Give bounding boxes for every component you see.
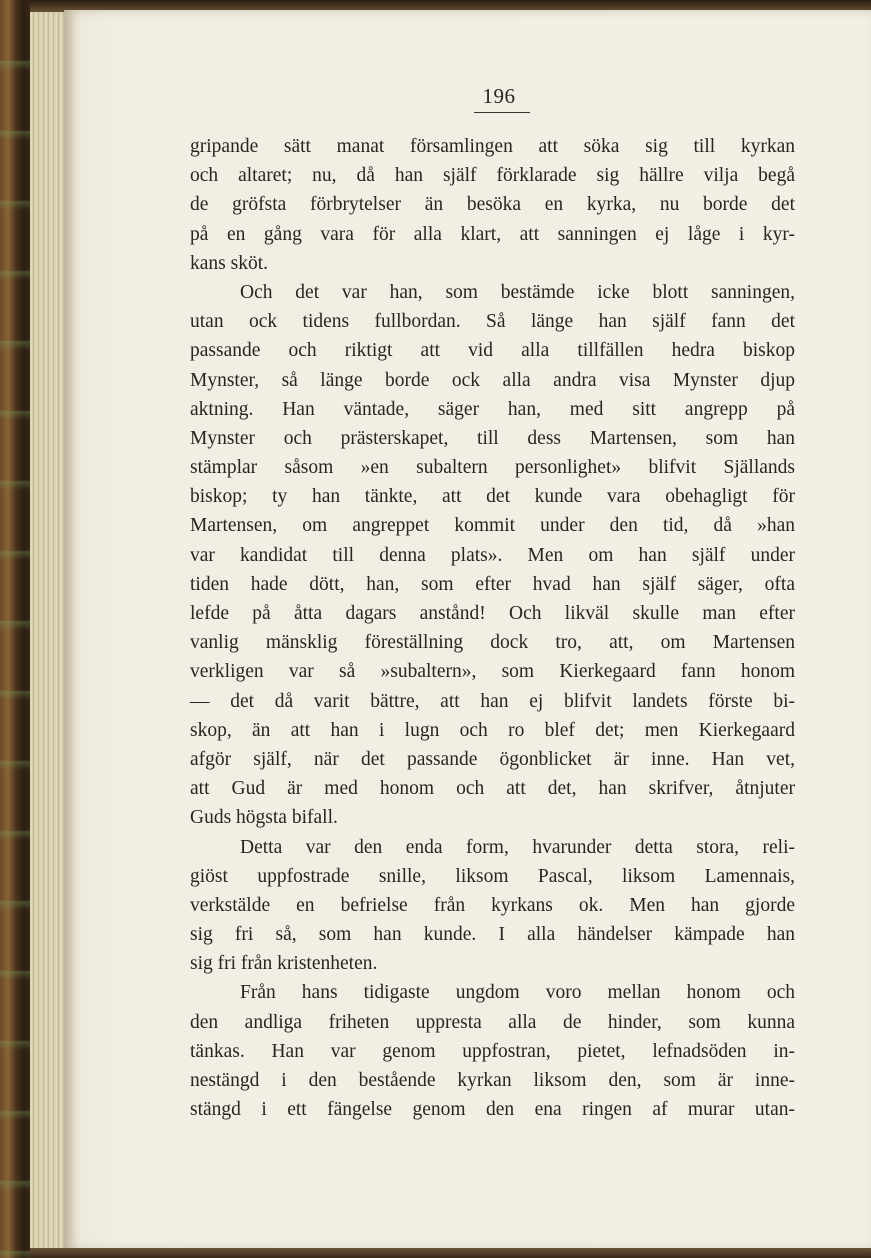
text-line: lefde på åtta dagars anstånd! Och likväl skulle man efter xyxy=(190,603,795,624)
text-line: de gröfsta förbrytelser än besöka en kyrka, nu borde det xyxy=(190,194,795,216)
text-line: verkligen var så »subaltern», som Kierkegaard fann honom xyxy=(190,661,795,683)
text-line: sig fri från kristenheten. xyxy=(190,953,378,975)
text-line: och altaret; nu, då han själf förklarade sig hällre vilja begå xyxy=(190,165,795,187)
text-line: nestängd i den bestående kyrkan liksom den, som är inne- xyxy=(190,1070,795,1091)
text-line: tänkas. Han var genom uppfostran, pietet, lefnadsöden in- xyxy=(190,1040,795,1062)
text-line: på en gång vara för alla klart, att sanningen ej låge i kyr- xyxy=(190,223,795,245)
bottom-edge xyxy=(30,1248,871,1258)
text-line: aktning. Han väntade, säger han, med sitt angrepp på xyxy=(190,398,795,420)
text-line: Från hans tidigaste ungdom voro mellan honom och xyxy=(240,982,795,1004)
text-line: Guds högsta bifall. xyxy=(190,807,338,829)
text-line: afgör själf, när det passande ögonblicket är inne. Han vet, xyxy=(190,748,795,770)
text-line: biskop; ty han tänkte, att det kunde vara obehagligt för xyxy=(190,486,795,508)
text-line: Mynster och prästerskapet, till dess Martensen, som han xyxy=(190,427,795,449)
text-line: utan ock tidens fullbordan. Så länge han själf fann det xyxy=(190,311,795,333)
text-line: gripande sätt manat församlingen att söka sig till kyrkan xyxy=(190,136,795,157)
text-line: sig fri så, som han kunde. I alla händelser kämpade han xyxy=(190,924,795,946)
text-line: passande och riktigt att vid alla tillfällen hedra biskop xyxy=(190,340,795,362)
text-line: den andliga friheten uppresta alla de hinder, som kunna xyxy=(190,1011,795,1033)
text-line: Mynster, så länge borde ock alla andra visa Mynster djup xyxy=(190,369,795,391)
text-line: Och det var han, som bestämde icke blott sanningen, xyxy=(240,281,795,303)
text-line: verkstälde en befrielse från kyrkans ok. Men han gjorde xyxy=(190,894,795,916)
body-text xyxy=(190,132,795,1124)
text-line: vanlig mänsklig föreställning dock tro, att, om Martensen xyxy=(190,632,795,654)
page-number-rule xyxy=(474,112,530,113)
text-line: Detta var den enda form, hvarunder detta stora, reli- xyxy=(240,836,795,858)
text-line: — det då varit bättre, att han ej blifvit landets förste bi- xyxy=(190,690,795,712)
text-line: giöst uppfostrade snille, liksom Pascal, liksom Lamennais, xyxy=(190,865,795,887)
text-line: stängd i ett fängelse genom den ena ringen af murar utan- xyxy=(190,1099,795,1121)
text-line: skop, än att han i lugn och ro blef det; men Kierkegaard xyxy=(190,719,795,741)
text-line: Martensen, om angreppet kommit under den tid, då »han xyxy=(190,515,795,537)
text-line: tiden hade dött, han, som efter hvad han själf säger, ofta xyxy=(190,573,795,595)
page-number: 196 xyxy=(482,84,516,108)
text-line: kans sköt. xyxy=(190,252,268,274)
text-line: att Gud är med honom och att det, han skrifver, åtnjuter xyxy=(190,778,795,800)
text-line: var kandidat till denna plats». Men om han själf under xyxy=(190,544,795,566)
text-line: stämplar såsom »en subaltern personlighet» blifvit Själlands xyxy=(190,457,795,479)
book-binding xyxy=(0,0,32,1258)
